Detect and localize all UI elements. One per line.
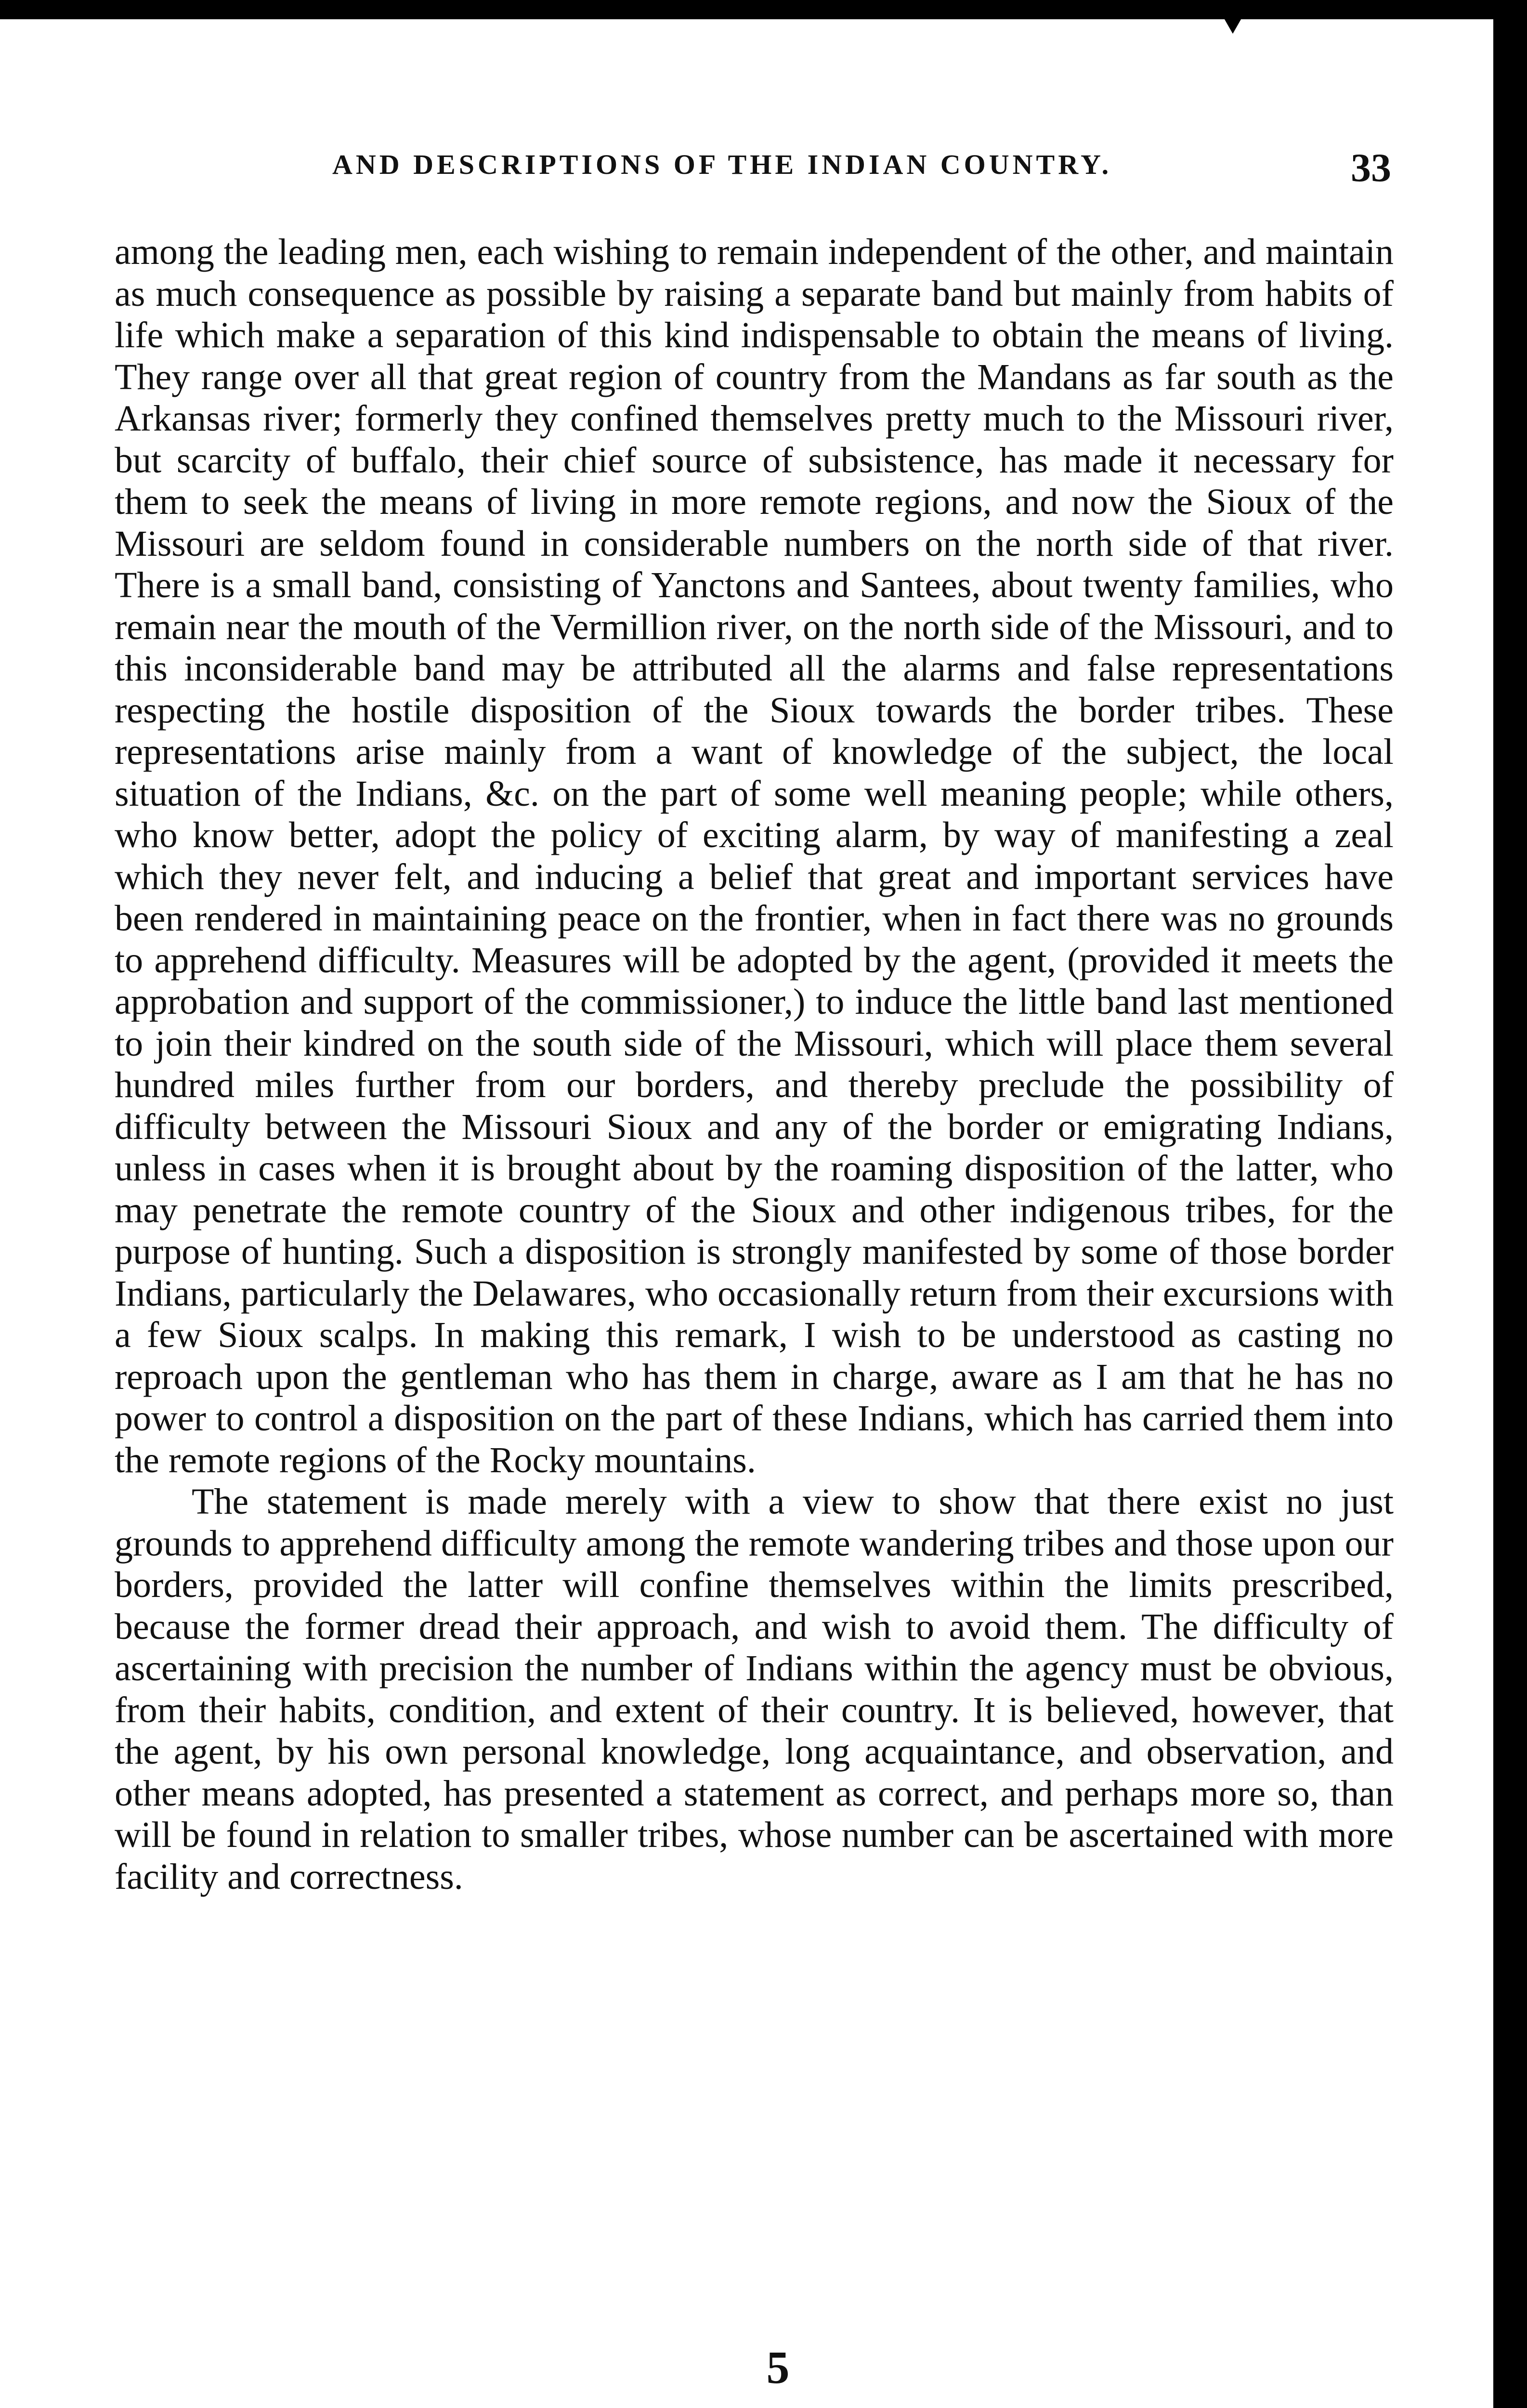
signature-mark: 5 [766,2342,790,2393]
paragraph: The statement is made merely with a view to show that there exist no just grounds to apprehend difficulty among the remote wandering tribes and those upon our borders, provided the latter will confine themselves within the limits prescribed, because the former dread their approach, and wish to avoid them. The difficulty of ascertaining with precision the number of Indians within the agency must be obvious, from their habits, condition, and extent of their country. It is believed, however, that the agent, by his own personal knowledge, long acquaintance, and observation, and other means adopted, has presented a statement as correct, and perhaps more so, than will be found in relation to smaller tribes, whose number can be ascertained with more facility and correctness. [115,1481,1394,1897]
running-head: AND DESCRIPTIONS OF THE INDIAN COUNTRY. [332,149,1112,180]
page-edge-notch [1214,0,1252,34]
page-edge-top [0,0,1527,19]
page-header [0,144,1527,202]
paragraph: among the leading men, each wishing to remain independent of the other, and maintain as much consequence as possible by raising a separate band but mainly from habits of life which make a separation of this kind indispensable to obtain the means of living. They range over all that great region of country from the Mandans as far south as the Arkansas river; formerly they confined themselves pretty much to the Missouri river, but scarcity of buffalo, their chief source of subsistence, has made it necessary for them to seek the means of living in more remote regions, and now the Sioux of the Missouri are seldom found in considerable numbers on the north side of that river. There is a small band, consisting of Yanctons and Santees, about twenty families, who remain near the mouth of the Vermillion river, on the north side of the Missouri, and to this inconsiderable band may be attributed all the alarms and false representations respecting the hostile disposition of the Sioux towards the border tribes. These representations arise mainly from a want of knowledge of the subject, the local situation of the Indians, &c. on the part of some well meaning people; while others, who know better, adopt the policy of exciting alarm, by way of manifesting a zeal which they never felt, and inducing a belief that great and important services have been rendered in maintaining peace on the frontier, when in fact there was no grounds to apprehend difficulty. Measures will be adopted by the agent, (provided it meets the approbation and support of the commissioner,) to induce the little band last mentioned to join their kindred on the south side of the Missouri, which will place them several hundred miles further from our borders, and thereby preclude the possibility of difficulty between the Missouri Sioux and any of the border or emigrating Indians, unless in cases when it is brought about by the roaming disposition of the latter, who may penetrate the remote country of the Sioux and other indigenous tribes, for the purpose of hunting. Such a disposition is strongly manifested by some of those border Indians, particularly the Delawares, who occasionally return from their excursions with a few Sioux scalps. In making this remark, I wish to be understood as casting no reproach upon the gentleman who has them in charge, aware as I am that he has no power to control a disposition on the part of these Indians, which has carried them into the remote regions of the Rocky mountains. [115,232,1394,1480]
page-number: 33 [1351,145,1391,190]
body-text [115,231,1394,1898]
page-footer [0,2341,1527,2394]
page-edge-right [1493,0,1527,2408]
